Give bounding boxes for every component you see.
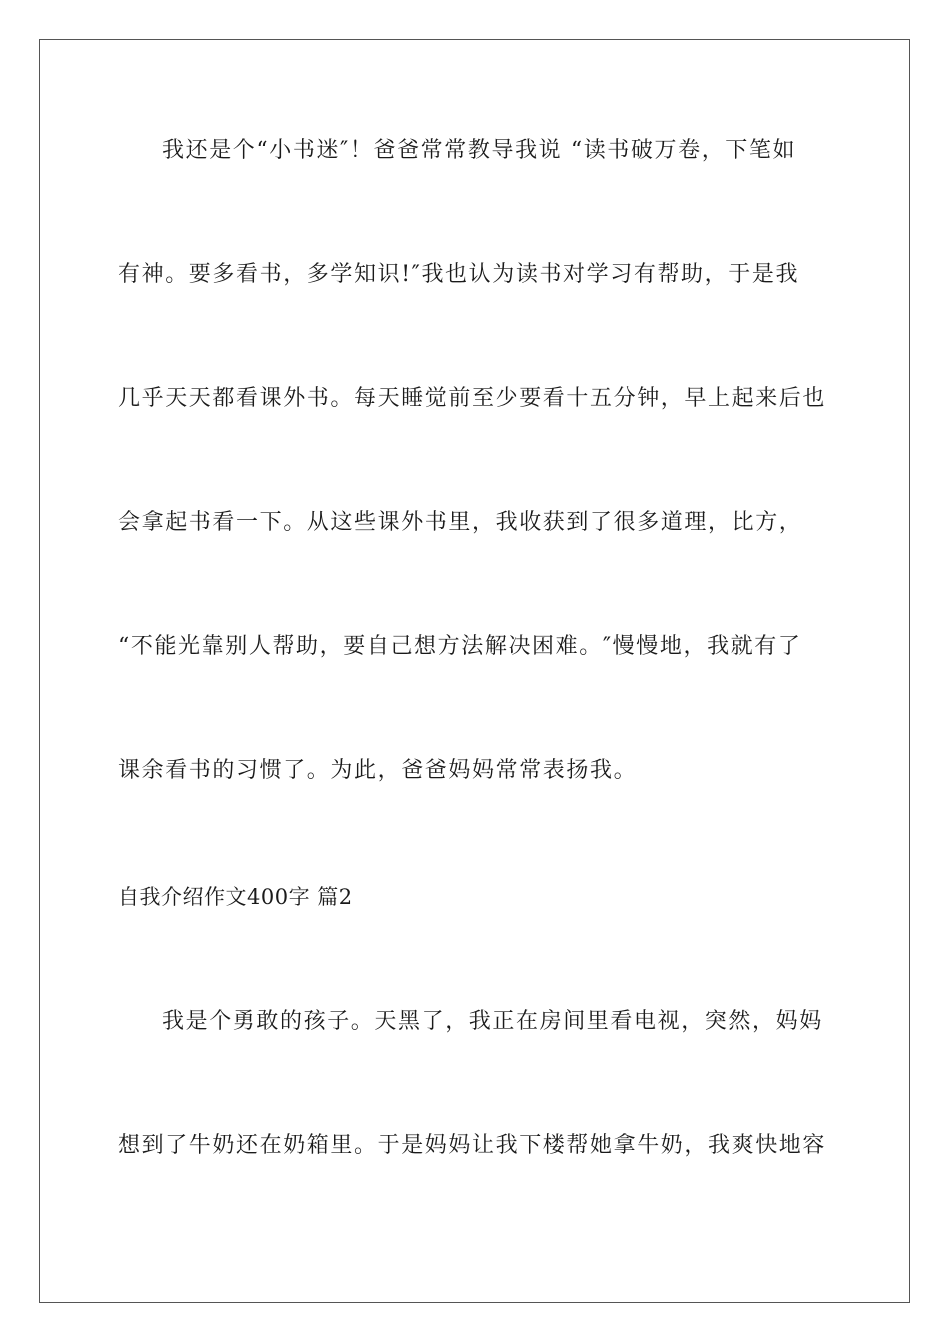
- paragraph-line: 会拿起书看一下。从这些课外书里，我收获到了很多道理，比方，: [118, 510, 803, 535]
- paragraph-line: 有神。要多看书，多学知识!″我也认为读书对学习有帮助，于是我: [118, 262, 800, 287]
- paragraph-line: 几乎天天都看课外书。每天睡觉前至少要看十五分钟，早上起来后也: [118, 386, 827, 411]
- paragraph-line: 我还是个“小书迷″！爸爸常常教导我说 “读书破万卷，下笔如: [162, 138, 797, 163]
- paragraph-line: “不能光靠别人帮助，要自己想方法解决困难。″慢慢地，我就有了: [118, 634, 802, 659]
- section-heading: 自我介绍作文400字 篇2: [118, 885, 353, 909]
- paragraph-line: 我是个勇敢的孩子。天黑了，我正在房间里看电视，突然，妈妈: [162, 1009, 823, 1034]
- paragraph-line: 想到了牛奶还在奶箱里。于是妈妈让我下楼帮她拿牛奶，我爽快地容: [118, 1133, 827, 1158]
- paragraph-line: 课余看书的习惯了。为此，爸爸妈妈常常表扬我。: [118, 758, 638, 783]
- page-frame: [39, 39, 910, 1303]
